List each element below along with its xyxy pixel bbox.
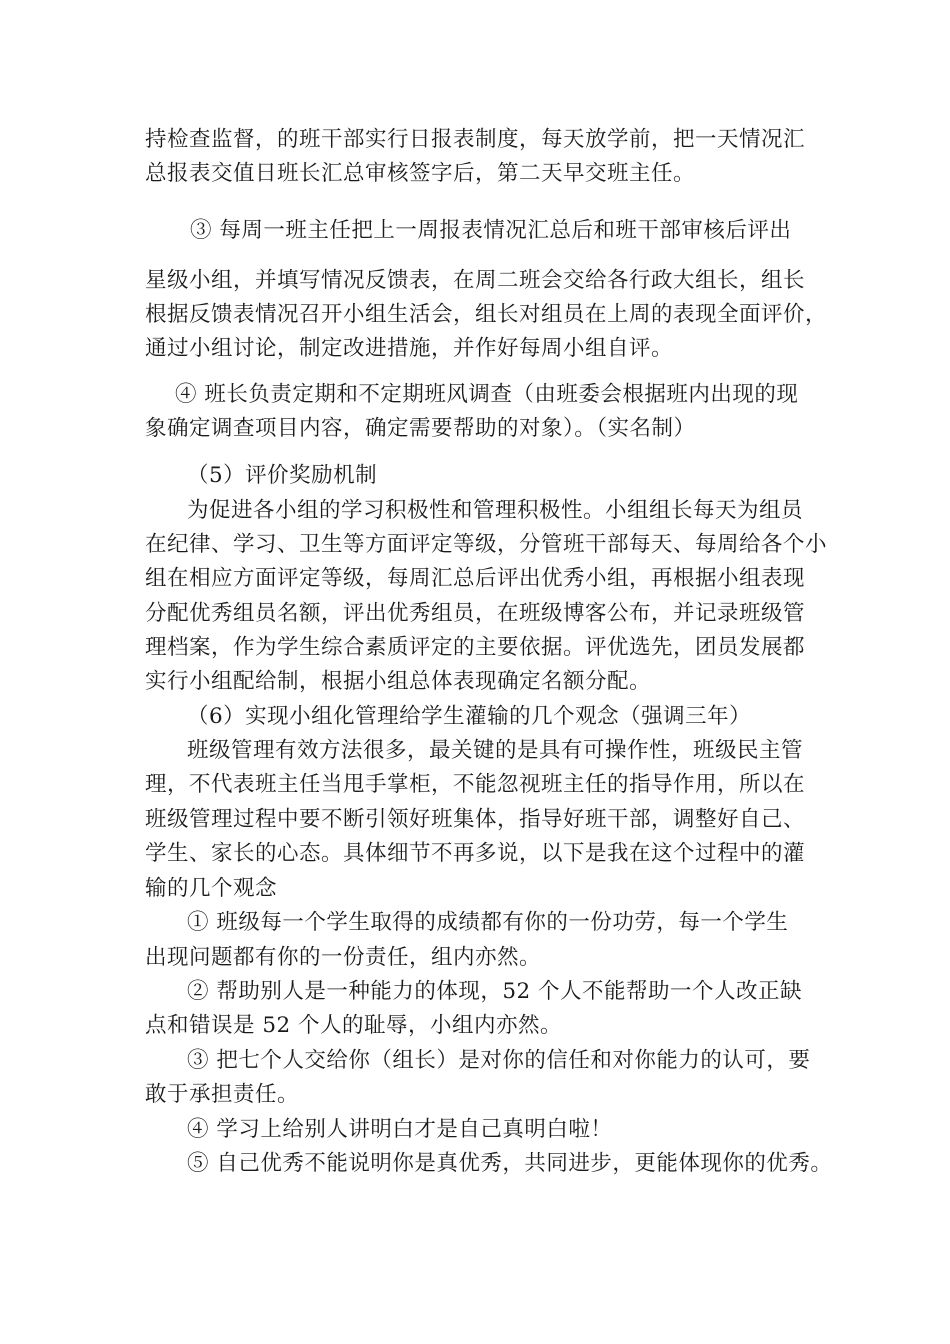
text-line: 组在相应方面评定等级，每周汇总后评出优秀小组，再根据小组表现 [145,566,806,591]
text-line: 持检查监督，的班干部实行日报表制度，每天放学前，把一天情况汇 [145,127,806,152]
text-line: 输的几个观念 [145,876,278,901]
text-line: 班级管理过程中要不断引领好班集体，指导好班干部，调整好自己、 [145,807,806,832]
text-line: 出现问题都有你的一份责任，组内亦然。 [145,945,542,970]
text-line: 总报表交值日班长汇总审核签字后，第二天早交班主任。 [145,161,696,186]
text-line: 学生、家长的心态。具体细节不再多说，以下是我在这个过程中的灌 [145,841,806,866]
text-line: 实行小组配给制，根据小组总体表现确定名额分配。 [145,669,652,694]
text-line: 象确定调查项目内容，确定需要帮助的对象）。（实名制） [145,416,696,441]
list-item: ② 帮助别人是一种能力的体现，52 个人不能帮助一个人改正缺 [187,979,803,1004]
text-line: 敢于承担责任。 [145,1082,300,1107]
text-line: 理，不代表班主任当甩手掌柜，不能忽视班主任的指导作用，所以在 [145,772,806,797]
text-line: 班级管理有效方法很多，最关键的是具有可操作性，班级民主管 [187,738,804,763]
text-line: 在纪律、学习、卫生等方面评定等级，分管班干部每天、每周给各个小 [145,532,828,557]
text-line: 通过小组讨论，制定改进措施，并作好每周小组自评。 [145,336,674,361]
section-heading: （5）评价奖励机制 [187,463,378,488]
list-item: ④ 学习上给别人讲明白才是自己真明白啦！ [187,1117,613,1142]
text-line: 分配优秀组员名额，评出优秀组员，在班级博客公布，并记录班级管 [145,601,806,626]
list-item: ① 班级每一个学生取得的成绩都有你的一份功劳，每一个学生 [187,910,789,935]
list-item: ⑤ 自己优秀不能说明你是真优秀，共同进步，更能体现你的优秀。 [187,1151,833,1176]
section-heading: （6）实现小组化管理给学生灌输的几个观念（强调三年） [187,704,752,729]
text-line: 理档案，作为学生综合素质评定的主要依据。评优选先，团员发展都 [145,635,806,660]
text-line: ③ 每周一班主任把上一周报表情况汇总后和班干部审核后评出 [190,218,792,243]
list-item: ③ 把七个人交给你（组长）是对你的信任和对你能力的认可，要 [187,1048,811,1073]
text-line: 点和错误是 52 个人的耻辱，小组内亦然。 [145,1013,563,1038]
text-line: 为促进各小组的学习积极性和管理积极性。小组组长每天为组员 [187,498,804,523]
text-line: 根据反馈表情况召开小组生活会，组长对组员在上周的表现全面评价， [145,302,828,327]
text-line: ④ 班长负责定期和不定期班风调查（由班委会根据班内出现的现 [175,382,799,407]
text-line: 星级小组，并填写情况反馈表，在周二班会交给各行政大组长，组长 [145,268,806,293]
